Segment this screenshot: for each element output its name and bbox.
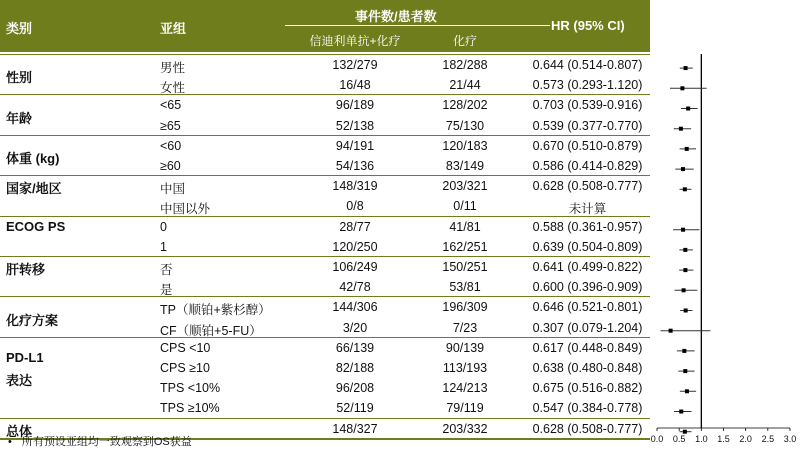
events-arm2: 75/130 [445, 118, 485, 133]
events-arm1: 120/250 [332, 239, 378, 254]
subgroup-label: TPS <10% [160, 381, 221, 396]
hr-point [685, 147, 689, 151]
subgroup-label: 是 [160, 283, 173, 298]
category-label: 性别 [6, 70, 33, 86]
x-tick-label: 1.0 [695, 434, 708, 444]
subgroup-label: 1 [160, 239, 167, 254]
events-arm1: 148/327 [332, 421, 378, 436]
category-label: 总体 [6, 423, 33, 439]
events-arm1: 52/138 [335, 118, 375, 133]
subgroup-label: TPS ≥10% [160, 401, 220, 416]
hr-point [684, 66, 688, 70]
hr-value: 0.628 (0.508-0.777) [532, 179, 643, 194]
events-arm1: 3/20 [342, 320, 368, 335]
subgroup-label: 中国以外 [160, 202, 211, 217]
events-arm2: 150/251 [442, 260, 488, 274]
subgroup-label: CF（顺铂+5-FU） [160, 323, 262, 338]
events-arm2: 124/213 [442, 381, 488, 396]
hr-point [683, 268, 687, 272]
events-arm1: 66/139 [335, 340, 375, 355]
hr-value: 0.641 (0.499-0.822) [532, 260, 643, 274]
events-arm1: 54/136 [335, 159, 375, 173]
category-label: 表达 [6, 373, 33, 389]
subgroup-label: ≥65 [160, 118, 181, 133]
category-label: 体重 (kg) [6, 150, 60, 166]
hr-point [683, 430, 687, 434]
events-arm2: 7/23 [452, 320, 478, 335]
events-arm1: 42/78 [339, 280, 371, 295]
subgroup-label: ≥60 [160, 159, 181, 173]
events-arm1: 144/306 [332, 300, 378, 315]
header-arm2: 化疗 [452, 34, 477, 48]
hr-value: 0.703 (0.539-0.916) [532, 98, 643, 113]
category-label: 肝转移 [6, 262, 46, 277]
events-arm1: 82/188 [335, 361, 375, 375]
group-separator [0, 296, 650, 297]
subgroup-label: <60 [160, 138, 182, 153]
hr-value: 0.617 (0.448-0.849) [532, 340, 643, 355]
x-tick-label: 0.0 [650, 434, 664, 444]
header-arm1: 信迪利单抗+化疗 [309, 34, 401, 48]
header-subgroup: 亚组 [160, 21, 187, 36]
hr-point [679, 410, 683, 414]
hr-point [683, 248, 687, 252]
hr-value: 0.628 (0.508-0.777) [532, 421, 643, 436]
hr-point [683, 187, 687, 191]
hr-point [682, 288, 686, 292]
events-arm2: 21/44 [449, 78, 481, 93]
hr-point [669, 329, 673, 333]
group-separator [0, 175, 650, 176]
events-arm1: 132/279 [332, 58, 378, 72]
events-arm2: 90/139 [445, 340, 485, 355]
subgroup-label: 中国 [160, 182, 186, 197]
hr-point [679, 127, 683, 131]
hr-point [680, 86, 684, 90]
events-arm2: 53/81 [449, 280, 481, 295]
events-arm2: 203/321 [442, 179, 488, 194]
events-arm1: 148/319 [332, 179, 378, 194]
events-arm2: 128/202 [442, 98, 488, 113]
group-separator [0, 135, 650, 136]
forest-plot [650, 50, 800, 450]
hr-point [683, 369, 687, 373]
events-arm2: 162/251 [442, 239, 488, 254]
events-arm1: 0/8 [346, 199, 364, 214]
events-arm1: 52/119 [336, 401, 374, 416]
hr-point [685, 389, 689, 393]
hr-value: 0.307 (0.079-1.204) [532, 320, 643, 335]
hr-value: 0.675 (0.516-0.882) [532, 381, 643, 396]
category-label: PD-L1 [6, 349, 44, 365]
hr-point [686, 107, 690, 111]
events-arm1: 96/189 [335, 98, 375, 113]
header-hr: HR (95% CI) [551, 18, 625, 33]
footnote-text: 所有预设亚组均一致观察到OS获益 [21, 436, 192, 448]
category-label: 国家/地区 [6, 181, 62, 197]
events-arm1: 16/48 [339, 78, 371, 93]
events-arm2: 120/183 [442, 138, 488, 153]
subgroup-label: 否 [160, 263, 173, 277]
x-tick-label: 2.0 [739, 434, 752, 444]
hr-value: 0.586 (0.414-0.829) [532, 159, 643, 173]
hr-point [681, 167, 685, 171]
events-arm2: 196/309 [442, 300, 488, 315]
hr-value: 0.573 (0.293-1.120) [532, 78, 643, 93]
footnote [8, 433, 192, 449]
subgroup-label: 男性 [160, 61, 186, 75]
subgroup-label: 女性 [160, 81, 186, 96]
hr-point [681, 228, 685, 232]
group-separator [0, 256, 650, 257]
x-tick-label: 0.5 [672, 434, 686, 444]
header-events-title: 事件数/患者数 [355, 9, 437, 24]
events-arm1: 28/77 [339, 219, 371, 234]
bullet-icon: • [8, 436, 12, 448]
events-arm1: 94/191 [335, 138, 375, 153]
subgroup-label: <65 [160, 98, 182, 113]
subgroup-label: 0 [160, 219, 167, 234]
subgroup-label: CPS <10 [160, 340, 211, 355]
category-label: 年龄 [6, 110, 33, 126]
header-category: 类别 [6, 21, 33, 36]
events-arm1: 106/249 [332, 260, 378, 274]
events-arm2: 113/193 [442, 361, 488, 375]
hr-value: 0.539 (0.377-0.770) [532, 118, 643, 133]
hr-value: 0.646 (0.521-0.801) [532, 300, 643, 315]
hr-value: 0.588 (0.361-0.957) [532, 219, 643, 234]
header-divider [285, 25, 550, 26]
group-separator [0, 94, 650, 95]
hr-value: 未计算 [568, 202, 607, 217]
category-label: ECOG PS [6, 218, 66, 234]
hr-value: 0.639 (0.504-0.809) [532, 239, 643, 254]
subgroup-label: CPS ≥10 [160, 361, 210, 375]
group-separator [0, 54, 650, 55]
events-arm2: 182/288 [442, 58, 488, 72]
subgroup-label: TP（顺铂+紫杉醇） [160, 303, 271, 318]
hr-point [684, 309, 688, 313]
x-tick-label: 1.5 [717, 434, 730, 444]
group-separator [0, 418, 650, 419]
events-arm1: 96/208 [335, 381, 375, 396]
hr-value: 0.644 (0.514-0.807) [532, 58, 643, 72]
category-label: 化疗方案 [6, 312, 59, 328]
hr-value: 0.547 (0.384-0.778) [532, 401, 643, 416]
events-arm2: 0/11 [453, 199, 477, 214]
events-arm2: 79/119 [446, 401, 484, 416]
hr-value: 0.600 (0.396-0.909) [532, 280, 643, 295]
events-arm2: 83/149 [445, 159, 485, 173]
group-separator [0, 337, 650, 338]
hr-value: 0.638 (0.480-0.848) [532, 361, 643, 375]
hr-point [682, 349, 686, 353]
events-arm2: 41/81 [449, 219, 481, 234]
hr-value: 0.670 (0.510-0.879) [532, 138, 643, 153]
events-arm2: 203/332 [442, 421, 488, 436]
x-tick-label: 2.5 [761, 434, 775, 444]
x-tick-label: 3.0 [783, 434, 797, 444]
